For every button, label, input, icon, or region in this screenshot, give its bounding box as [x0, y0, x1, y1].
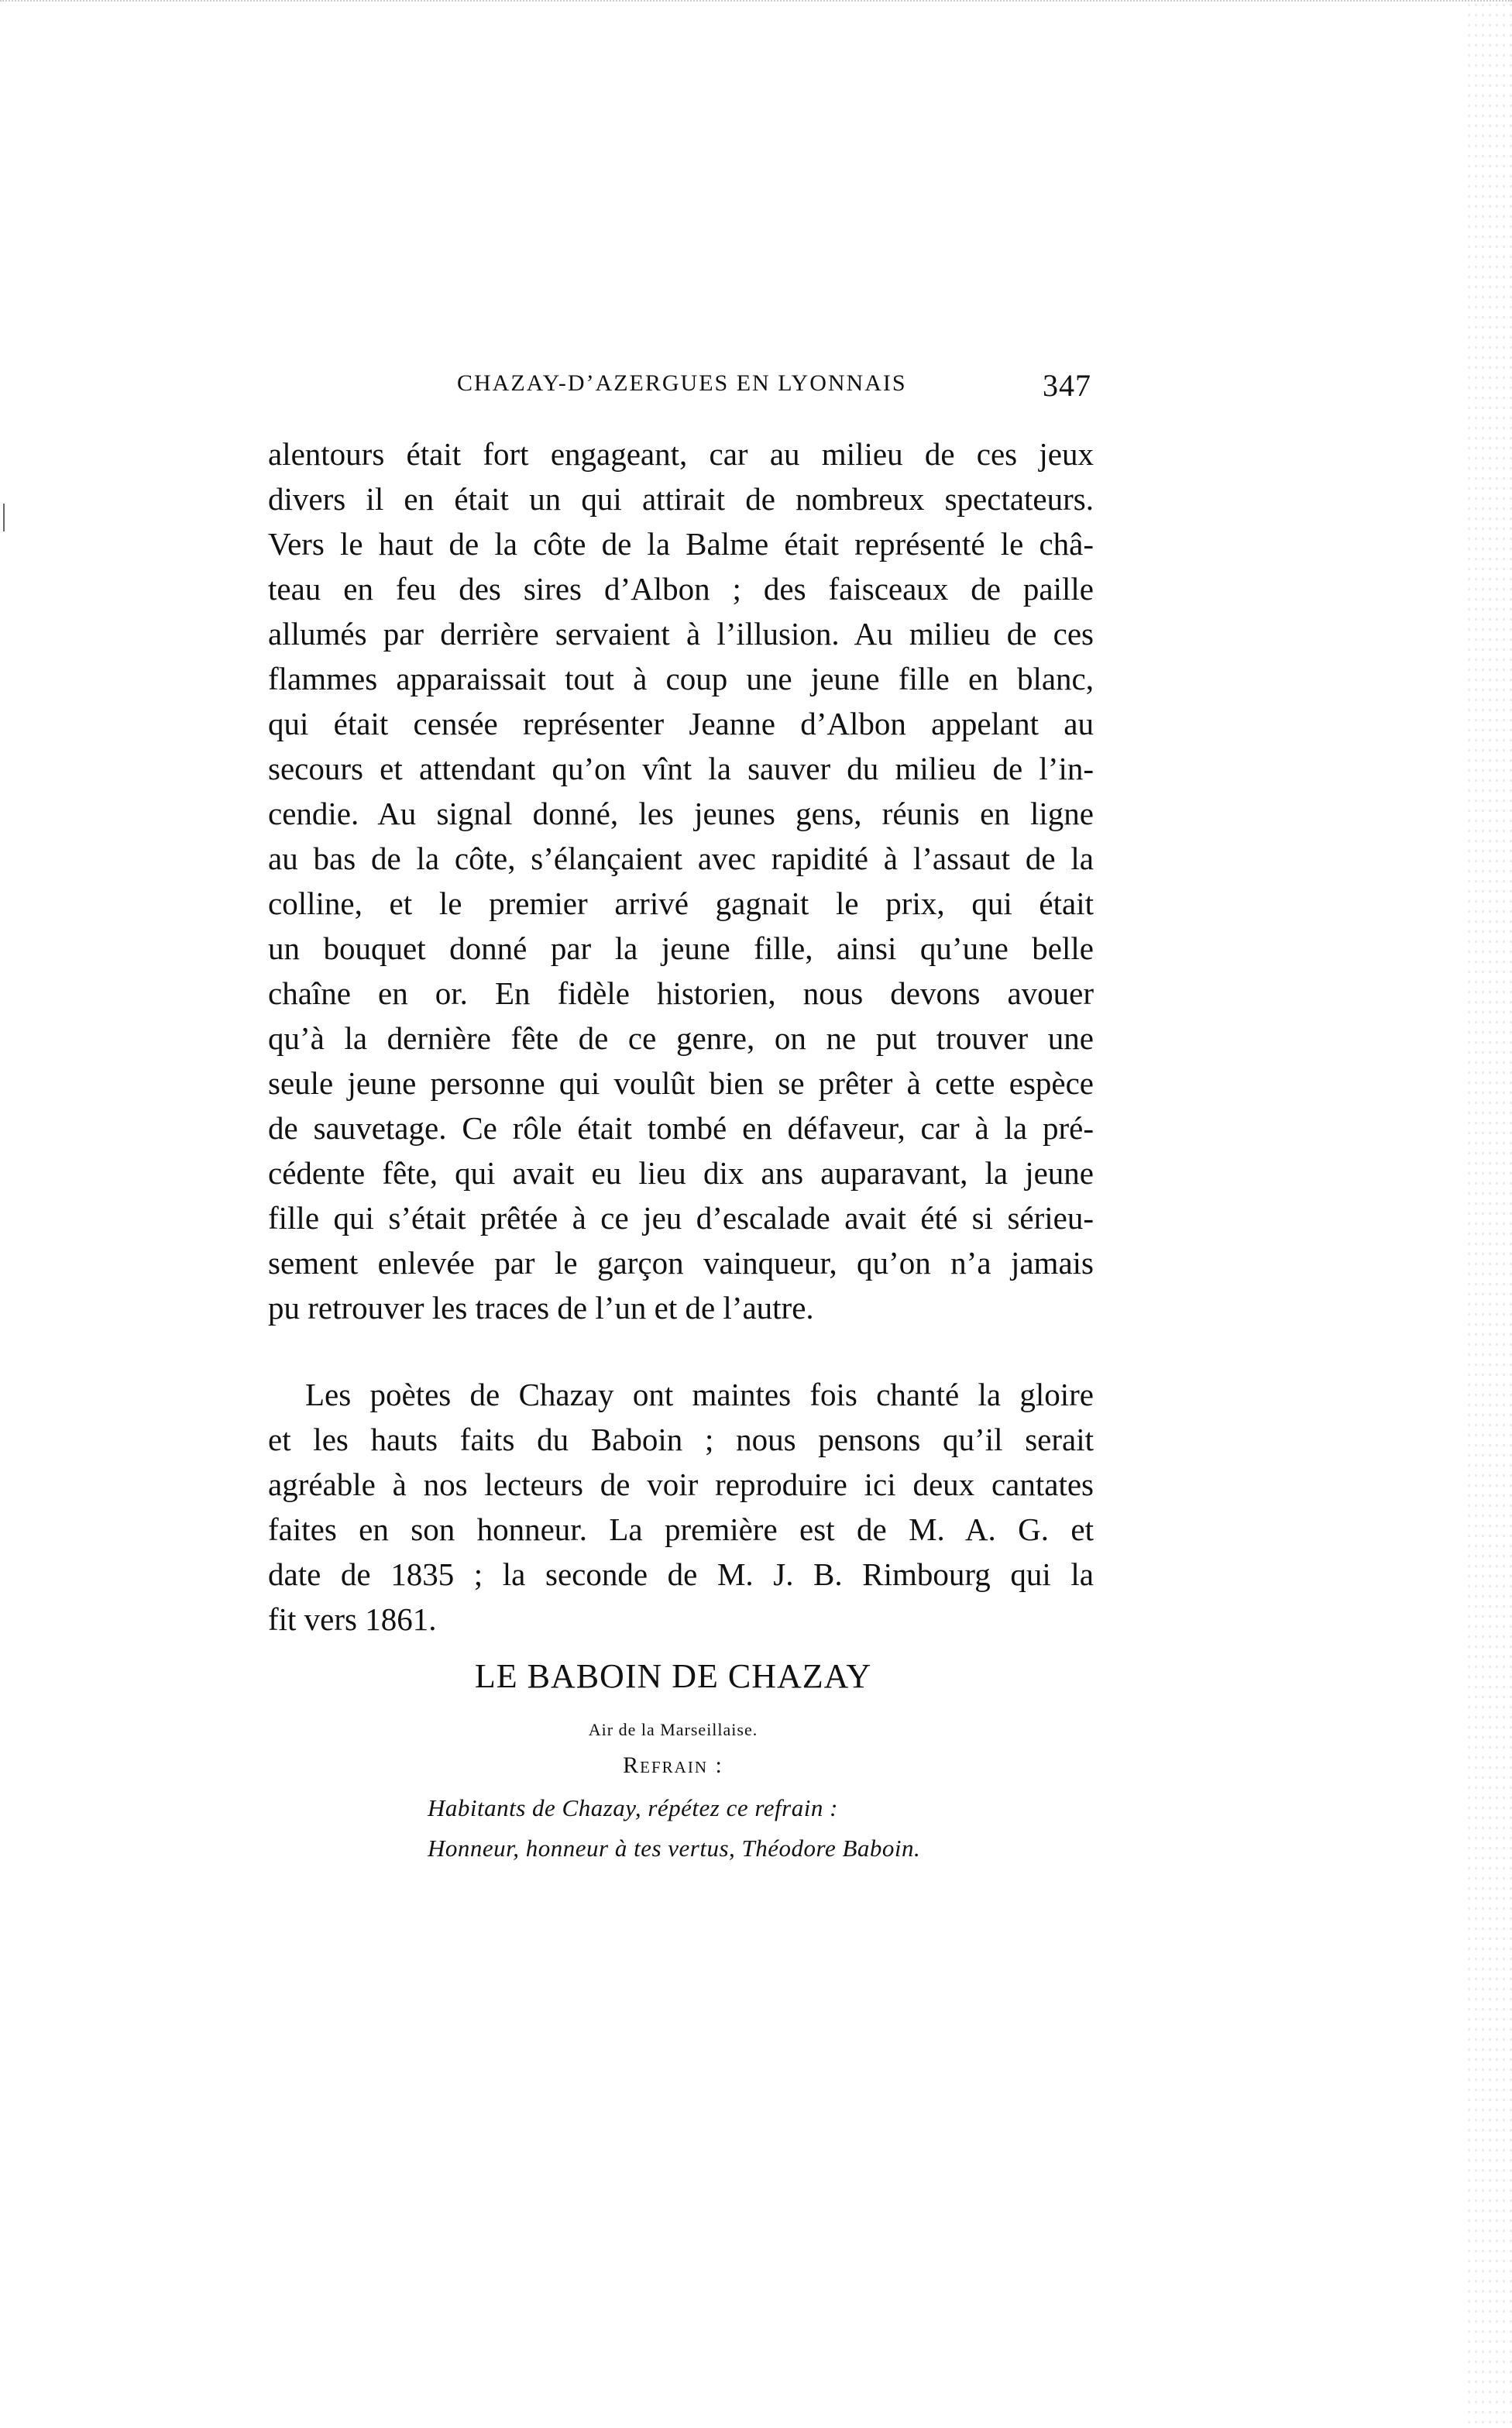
refrain-line-2: Honneur, honneur à tes vertus, Théodore Baboin. — [428, 1835, 921, 1862]
paragraph-1 — [268, 432, 1094, 1330]
refrain-line-1: Habitants de Chazay, répétez ce refrain : — [428, 1794, 838, 1821]
text-line: divers il en était un qui attirait de nombreux spectateurs. — [268, 481, 1094, 517]
text-line: au bas de la côte, s’élançaient avec rapidité à l’assaut de la — [268, 841, 1094, 876]
scan-right-edge — [1466, 0, 1512, 2428]
song-title: LE BABOIN DE CHAZAY — [474, 1657, 872, 1695]
scan-top-edge — [0, 0, 1512, 8]
text-line: Les poètes de Chazay ont maintes fois chanté la gloire — [305, 1377, 1094, 1412]
text-line: secours et attendant qu’on vînt la sauver du milieu de l’in- — [268, 751, 1094, 786]
text-line: faites en son honneur. La première est de M. A. G. et — [268, 1511, 1094, 1547]
text-line: pu retrouver les traces de l’un et de l’autre. — [268, 1290, 814, 1326]
text-line: colline, et le premier arrivé gagnait le prix, qui était — [268, 886, 1094, 921]
text-line: seule jeune personne qui voulût bien se prêter à cette espèce — [268, 1065, 1094, 1101]
text-line: un bouquet donné par la jeune fille, ainsi qu’une belle — [268, 930, 1094, 966]
text-line: date de 1835 ; la seconde de M. J. B. Rimbourg qui la — [268, 1556, 1094, 1592]
text-line: agréable à nos lecteurs de voir reproduire ici deux cantates — [268, 1467, 1094, 1502]
text-line: teau en feu des sires d’Albon ; des faisceaux de paille — [268, 571, 1094, 607]
text-line: fit vers 1861. — [268, 1601, 437, 1637]
song-air: Air de la Marseillaise. — [588, 1720, 758, 1739]
text-line: alentours était fort engageant, car au milieu de ces jeux — [268, 436, 1094, 472]
paragraph-2 — [268, 1372, 1094, 1642]
text-line: cédente fête, qui avait eu lieu dix ans auparavant, la jeune — [268, 1155, 1094, 1191]
text-line: chaîne en or. En fidèle historien, nous devons avouer — [268, 975, 1094, 1011]
running-title: CHAZAY-D’AZERGUES EN LYONNAIS — [457, 370, 907, 396]
text-line: sement enlevée par le garçon vainqueur, qu’on n’a jamais — [268, 1245, 1094, 1281]
text-line: Vers le haut de la côte de la Balme était représenté le châ- — [268, 526, 1094, 562]
text-line: de sauvetage. Ce rôle était tombé en défaveur, car à la pré- — [268, 1110, 1094, 1146]
text-line: qui était censée représenter Jeanne d’Albon appelant au — [268, 706, 1094, 741]
margin-mark — [3, 504, 5, 531]
text-line: cendie. Au signal donné, les jeunes gens, réunis en ligne — [268, 796, 1094, 831]
text-line: flammes apparaissait tout à coup une jeune fille en blanc, — [268, 661, 1094, 696]
text-line: qu’à la dernière fête de ce genre, on ne put trouver une — [268, 1020, 1094, 1056]
refrain-label: Refrain : — [623, 1752, 723, 1778]
text-line: allumés par derrière servaient à l’illusion. Au milieu de ces — [268, 616, 1094, 652]
text-line: et les hauts faits du Baboin ; nous pensons qu’il serait — [268, 1422, 1094, 1457]
page-number: 347 — [1043, 368, 1091, 403]
text-line: fille qui s’était prêtée à ce jeu d’escalade avait été si sérieu- — [268, 1200, 1094, 1236]
